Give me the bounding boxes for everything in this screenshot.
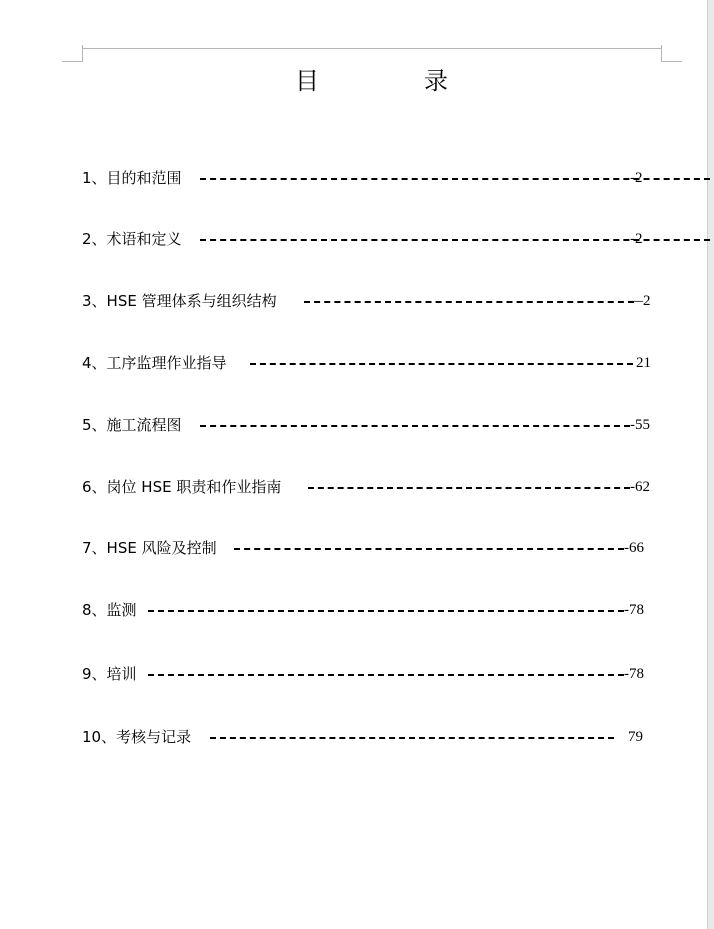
toc-item-leader xyxy=(148,610,624,612)
toc-item-page-number: 21 xyxy=(636,355,651,371)
toc-item-page-number: -78 xyxy=(624,666,644,682)
toc-item-label: 3、HSE 管理体系与组织结构 xyxy=(82,292,277,310)
toc-item-page-number: -2 xyxy=(630,170,643,186)
toc-item-leader xyxy=(250,363,633,365)
toc-item-page-number: -2 xyxy=(630,231,643,247)
margin-mark-top-right-vertical xyxy=(661,45,662,62)
toc-item[interactable] xyxy=(82,725,662,749)
toc-item-page-number: -78 xyxy=(624,602,644,618)
toc-item-page-number: -62 xyxy=(630,479,650,495)
toc-item[interactable] xyxy=(82,413,662,437)
toc-item-label: 4、工序监理作业指导 xyxy=(82,354,227,372)
toc-item-label: 10、考核与记录 xyxy=(82,728,192,746)
window-right-edge xyxy=(707,0,714,929)
title-char-1: 目 xyxy=(295,67,319,95)
toc-item-label: 7、HSE 风险及控制 xyxy=(82,539,217,557)
page-title xyxy=(0,64,714,98)
toc-item-leader xyxy=(308,487,630,489)
margin-mark-top-left-horizontal xyxy=(62,61,82,62)
toc-item[interactable] xyxy=(82,227,662,251)
toc-item-leader xyxy=(200,425,630,427)
toc-item[interactable] xyxy=(82,289,662,313)
margin-mark-top-line xyxy=(82,48,662,49)
toc-item-label: 1、目的和范围 xyxy=(82,169,182,187)
margin-mark-top-right-horizontal xyxy=(661,61,682,62)
toc-item-leader xyxy=(210,737,614,739)
toc-item[interactable] xyxy=(82,598,662,622)
toc-item-label: 6、岗位 HSE 职责和作业指南 xyxy=(82,478,282,496)
toc-item-label: 9、培训 xyxy=(82,665,137,683)
toc-item-leader xyxy=(148,674,624,676)
toc-item-page-number: 79 xyxy=(628,729,643,745)
toc-item-leader xyxy=(234,548,624,550)
title-char-2: 录 xyxy=(424,67,448,95)
toc-item-label: 2、术语和定义 xyxy=(82,230,182,248)
toc-item[interactable] xyxy=(82,166,662,190)
toc-item-page-number: -55 xyxy=(630,417,650,433)
toc-item-label: 5、施工流程图 xyxy=(82,416,182,434)
toc-item[interactable] xyxy=(82,662,662,686)
toc-item[interactable] xyxy=(82,536,662,560)
toc-item[interactable] xyxy=(82,475,662,499)
toc-item[interactable] xyxy=(82,351,662,375)
toc-item-leader xyxy=(304,301,634,303)
toc-item-label: 8、监测 xyxy=(82,601,137,619)
toc-item-page-number: -66 xyxy=(624,540,644,556)
toc-item-page-number: —2 xyxy=(628,293,651,309)
